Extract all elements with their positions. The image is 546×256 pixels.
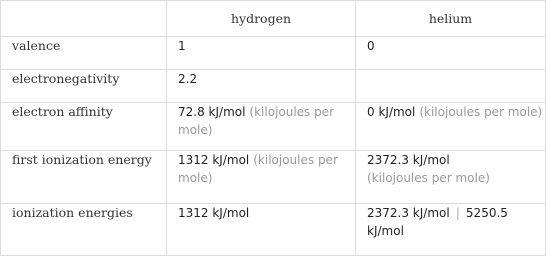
row-label-ionization-energies: ionization energies: [1, 204, 167, 256]
row-label-valence: valence: [1, 37, 167, 70]
row-label-first-ionization-energy: first ionization energy: [1, 151, 167, 204]
cell-helium-electronegativity: [356, 70, 546, 103]
table-row: [1, 103, 546, 151]
cell-value: 0 kJ/mol: [367, 105, 416, 119]
cell-hydrogen-valence: [167, 37, 356, 70]
cell-hydrogen-electron-affinity: [167, 103, 356, 151]
table-row: [1, 204, 546, 256]
header-helium: helium: [356, 1, 546, 37]
unit-note: (kilojoules per mole): [178, 153, 338, 185]
table-row: [1, 37, 546, 70]
cell-value: 1312 kJ/mol: [178, 153, 250, 167]
table-row: [1, 151, 546, 204]
cell-value: 2.2: [178, 72, 198, 86]
row-label-electron-affinity: electron affinity: [1, 103, 167, 151]
cell-helium-electron-affinity: [356, 103, 546, 151]
cell-hydrogen-first-ionization: [167, 151, 356, 204]
header-empty-cell: [1, 1, 167, 37]
cell-hydrogen-electronegativity: [167, 70, 356, 103]
cell-helium-valence: [356, 37, 546, 70]
header-hydrogen: hydrogen: [167, 1, 356, 37]
unit-note: (kilojoules per mole): [178, 105, 335, 137]
cell-value: 1: [178, 39, 186, 53]
unit-note: (kilojoules per mole): [367, 171, 490, 185]
row-label-electronegativity: electronegativity: [1, 70, 167, 103]
cell-helium-first-ionization: [356, 151, 546, 204]
table-header-row: [1, 1, 546, 37]
cell-helium-ionization-energies: [356, 204, 546, 256]
cell-value: 72.8 kJ/mol: [178, 105, 246, 119]
cell-value-2: 5250.5 kJ/mol: [367, 206, 508, 238]
cell-hydrogen-ionization-energies: [167, 204, 356, 256]
table-row: [1, 70, 546, 103]
cell-value: 1312 kJ/mol: [178, 206, 250, 220]
cell-value: 2372.3 kJ/mol: [367, 206, 450, 220]
list-separator: |: [455, 205, 460, 220]
cell-value: 0: [367, 39, 375, 53]
cell-value: 2372.3 kJ/mol: [367, 153, 450, 167]
unit-note: (kilojoules per mole): [419, 105, 543, 119]
